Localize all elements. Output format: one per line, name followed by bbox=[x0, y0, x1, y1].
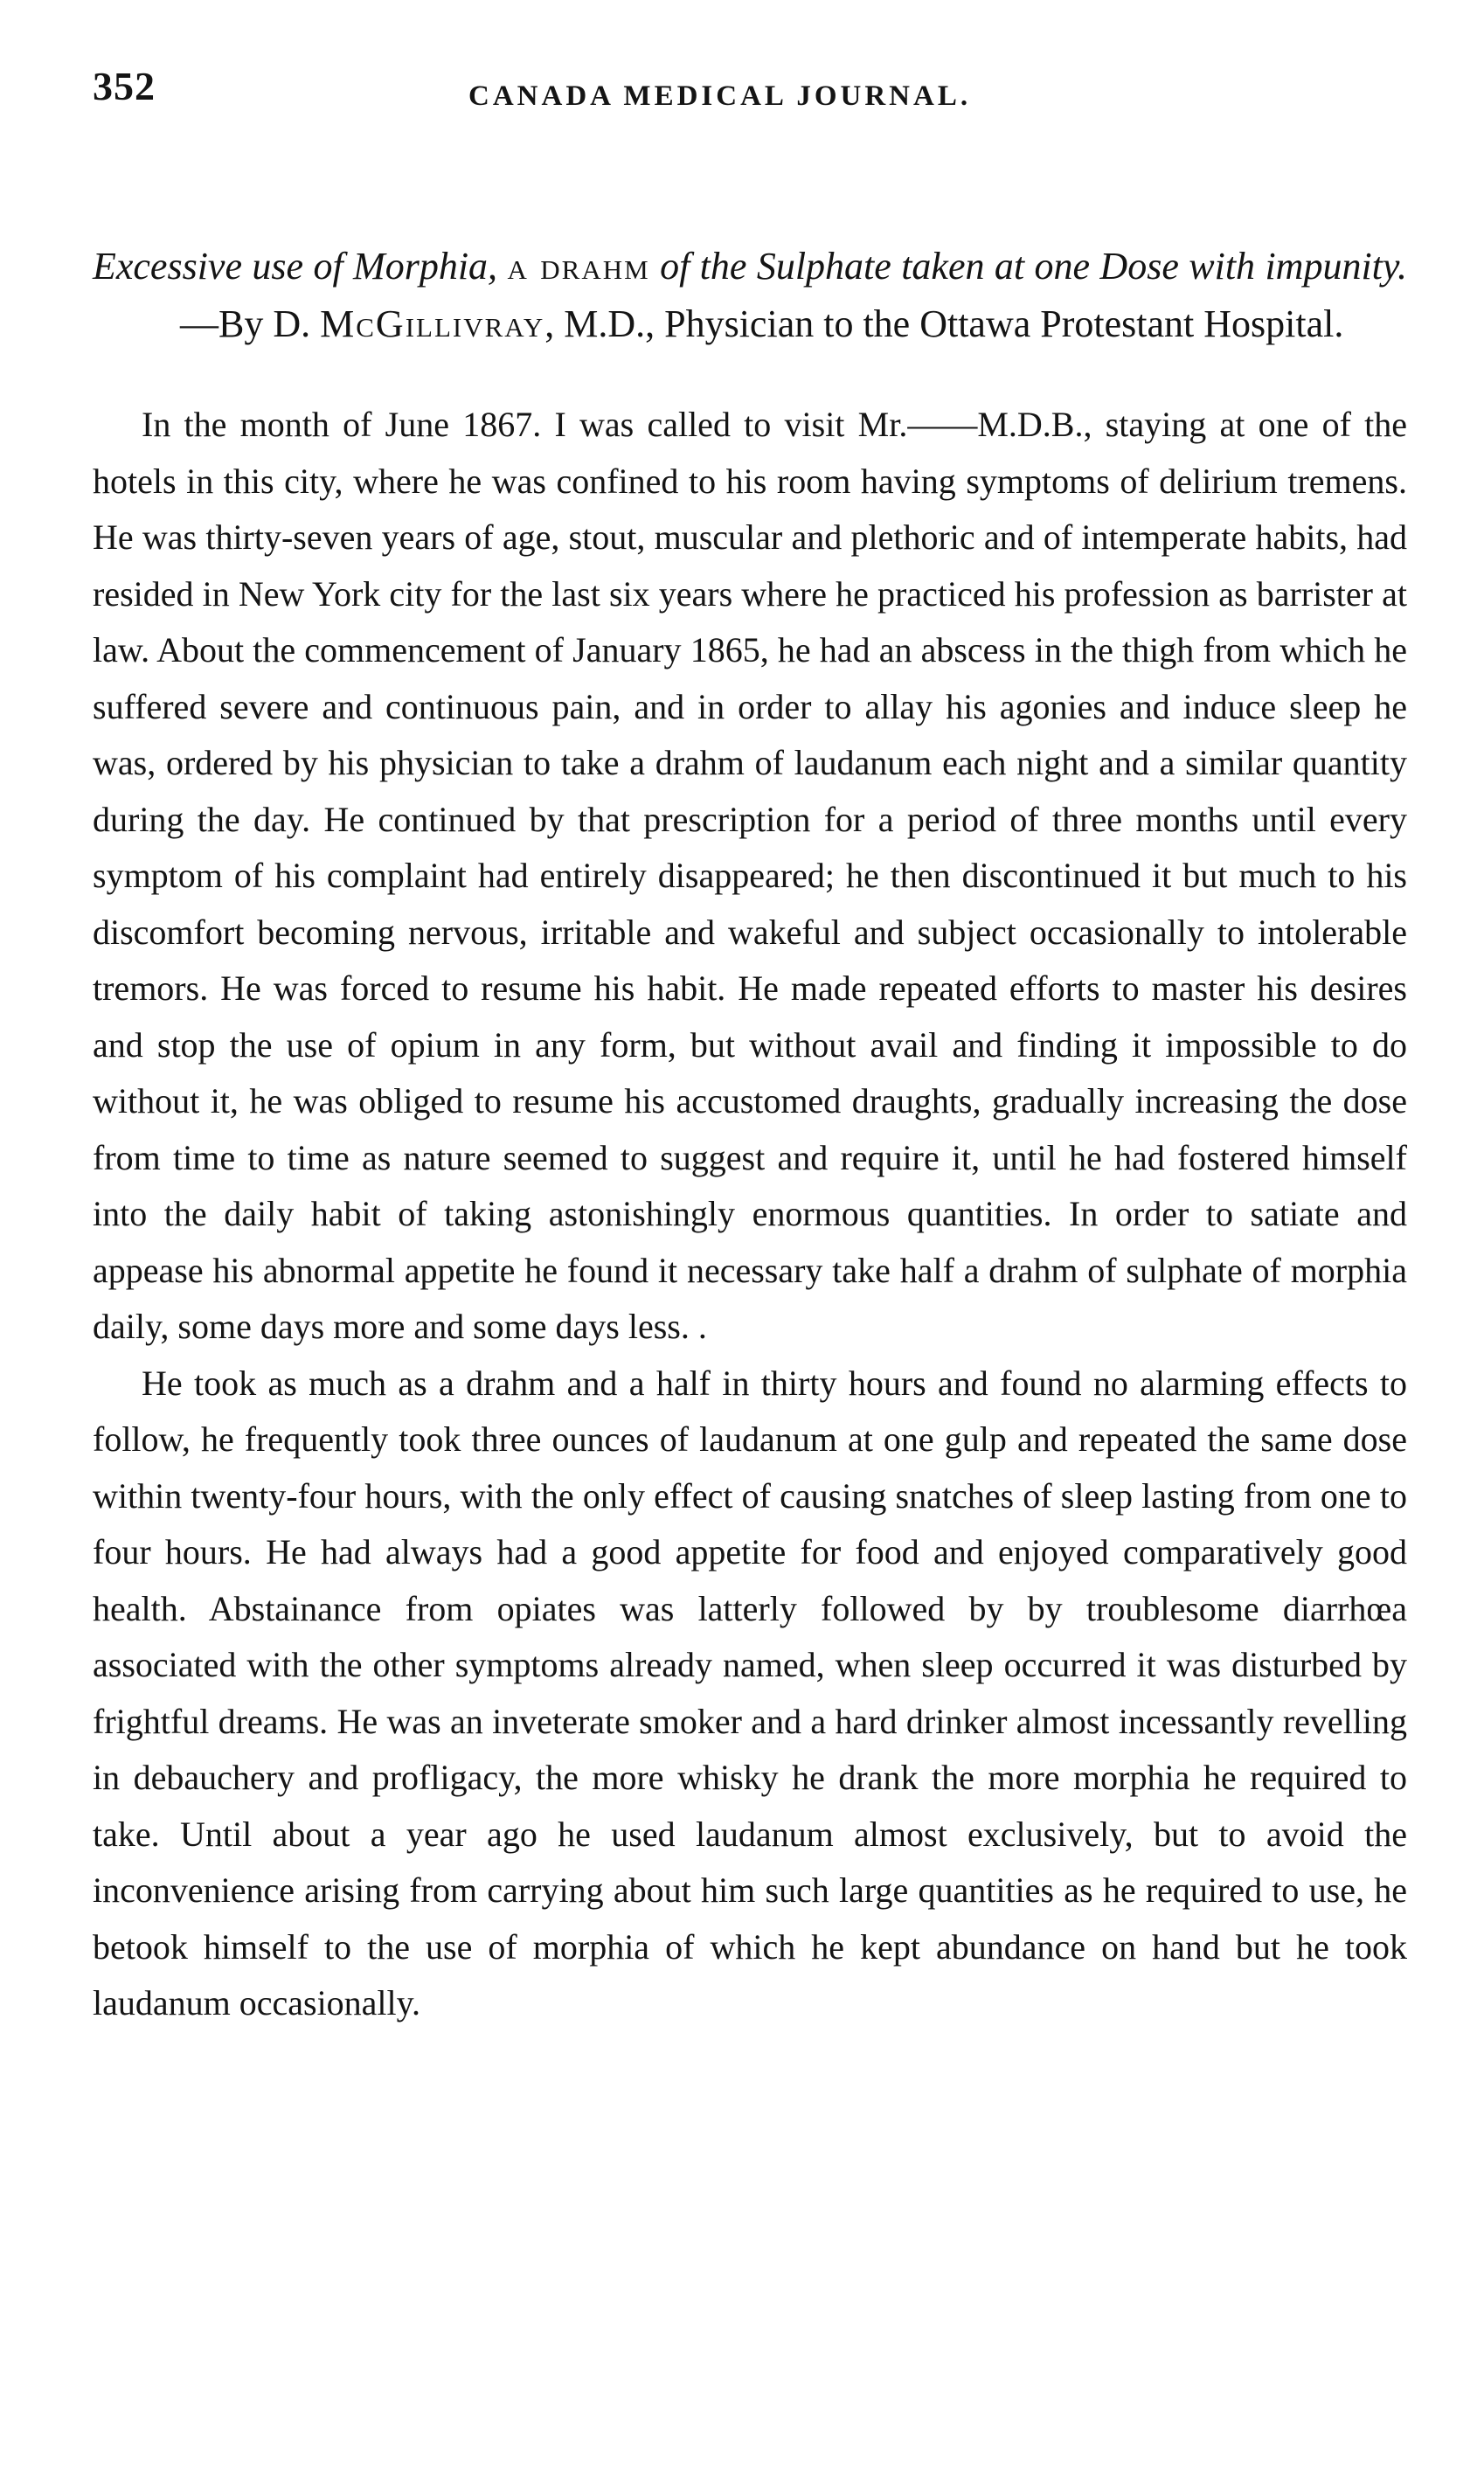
page-number: 352 bbox=[93, 64, 156, 108]
title-subject: of the Sulphate taken at one Dose with impunity. bbox=[660, 245, 1408, 288]
running-head bbox=[93, 63, 1407, 124]
author-affiliation: , M.D., Physician to the Ottawa Protestant Hospital. bbox=[544, 302, 1344, 345]
article-title bbox=[93, 238, 1407, 353]
title-dose: a drahm bbox=[507, 245, 650, 288]
article-body bbox=[93, 397, 1407, 2032]
title-byline: —By D. bbox=[180, 302, 321, 345]
title-topic: Excessive use of Morphia, bbox=[93, 245, 498, 288]
body-paragraph-1: In the month of June 1867. I was called to visit Mr.——M.D.B., staying at one of the hotels in this city, where he was confined to his room having symptoms of delirium tremens. He was thirty-seven years of age, stout, muscular and plethoric and of intemperate habits, had resided in New York city for the last six years where he practiced his profession as barrister at law. About the commencement of January 1865, he had an abscess in the thigh from which he suffered severe and continuous pain, and in order to allay his agonies and induce sleep he was, ordered by his physician to take a drahm of laudanum each night and a similar quantity during the day. He continued by that prescription for a period of three months until every symptom of his complaint had entirely disappeared; he then discontinued it but much to his discomfort becoming nervous, irritable and wakeful and subject occasionally to intolerable tremors. He was forced to resume his habit. He made repeated efforts to master his desires and stop the use of opium in any form, but without avail and finding it impossible to do without it, he was obliged to resume his accustomed draughts, gradually increasing the dose from time to time as nature seemed to suggest and require it, until he had fostered himself into the daily habit of taking astonishingly enormous quantities. In order to satiate and appease his abnormal appetite he found it necessary take half a drahm of sulphate of morphia daily, some days more and some days less. . bbox=[93, 405, 1407, 1346]
journal-title: CANADA MEDICAL JOURNAL. bbox=[468, 80, 972, 112]
author-name: McGillivray bbox=[320, 302, 545, 345]
body-paragraph-2: He took as much as a drahm and a half in thirty hours and found no alarming effects to follow, he frequently took three ounces of laudanum at one gulp and repeated the same dose within twenty-four hours, with the only effect of causing snatches of sleep lasting from one to four hours. He had always had a good appetite for food and enjoyed comparatively good health. Abstainance from opiates was latterly followed by by troublesome diarrhœa associated with the other symptoms already named, when sleep occurred it was disturbed by frightful dreams. He was an inveterate smoker and a hard drinker almost incessantly revelling in debauchery and profligacy, the more whisky he drank the more morphia he required to take. Until about a year ago he used laudanum almost exclusively, but to avoid the inconvenience arising from carrying about him such large quantities as he required to use, he betook himself to the use of morphia of which he kept abundance on hand but he took laudanum occasionally. bbox=[93, 1363, 1407, 2023]
